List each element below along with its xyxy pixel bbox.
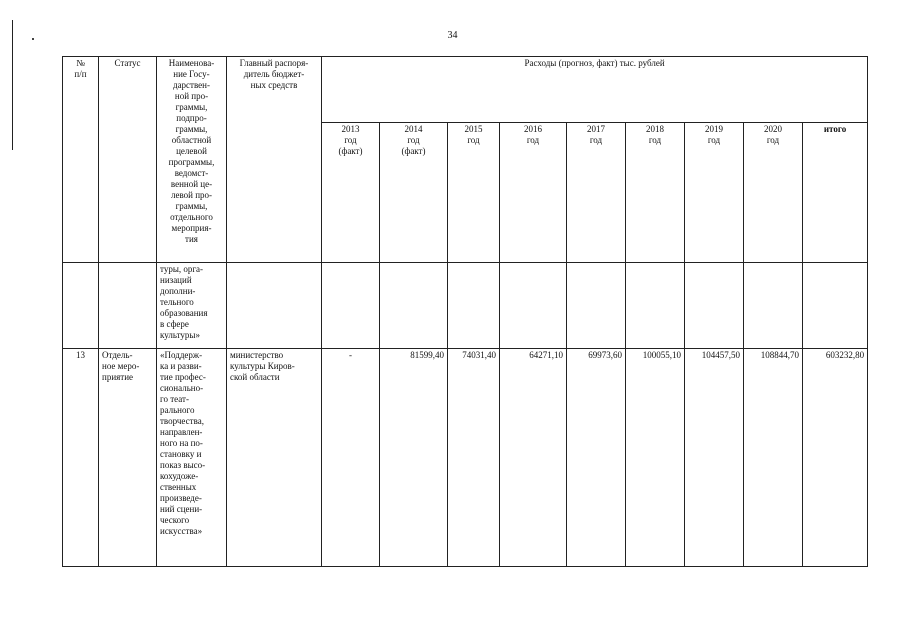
- cont-val-5: [567, 263, 626, 349]
- year-2020: 2020 год: [744, 123, 803, 263]
- budget-table: [62, 56, 868, 567]
- table-row: [63, 349, 868, 567]
- cont-val-3: [448, 263, 500, 349]
- cont-val-7: [685, 263, 744, 349]
- row-budget-manager: министерство культуры Киров- ской области: [227, 349, 322, 567]
- year-2015: 2015 год: [448, 123, 500, 263]
- cont-val-8: [744, 263, 803, 349]
- page-number: 34: [447, 30, 458, 41]
- row-program-name: «Поддерж- ка и разви- тие профес- сионально- го теат- рального творчества, направлен- ного на по- становку и показ высо- кохудоже- ственных произведе- ний сцени- ческого искусства»: [157, 349, 227, 567]
- row-value-2019: 104457,50: [685, 349, 744, 567]
- header-program-name: Наименова- ние Госу- дарствен- ной про- граммы, подпро- граммы, областной целевой программы, ведомст- венной це- левой про- граммы, отдельного мероприя- тия: [157, 57, 227, 263]
- year-2014: 2014 год (факт): [380, 123, 448, 263]
- header-budget-manager: Главный распоря- дитель бюджет- ных средств: [227, 57, 322, 263]
- cont-val-2: [380, 263, 448, 349]
- cont-num: [63, 263, 99, 349]
- cont-val-9: [803, 263, 868, 349]
- row-value-2016: 64271,10: [500, 349, 567, 567]
- year-2013: 2013 год (факт): [322, 123, 380, 263]
- header-expenses: Расходы (прогноз, факт) тыс. рублей: [322, 57, 868, 123]
- row-num: 13: [63, 349, 99, 567]
- cont-status: [99, 263, 157, 349]
- row-value-2014: 81599,40: [380, 349, 448, 567]
- row-value-2015: 74031,40: [448, 349, 500, 567]
- row-value-2013: -: [322, 349, 380, 567]
- row-status: Отдель- ное меро- приятие: [99, 349, 157, 567]
- cont-val-1: [322, 263, 380, 349]
- header-status: Статус: [99, 57, 157, 263]
- year-2016: 2016 год: [500, 123, 567, 263]
- header-row: [63, 57, 868, 123]
- header-num: № п/п: [63, 57, 99, 263]
- margin-line: [12, 20, 13, 150]
- cont-program-name: туры, орга- низаций дополни- тельного образования в сфере культуры»: [157, 263, 227, 349]
- year-2019: 2019 год: [685, 123, 744, 263]
- row-value-2017: 69973,60: [567, 349, 626, 567]
- cont-val-6: [626, 263, 685, 349]
- cont-manager: [227, 263, 322, 349]
- cont-val-4: [500, 263, 567, 349]
- margin-dot: [32, 38, 34, 40]
- year-2017: 2017 год: [567, 123, 626, 263]
- year-total: итого: [803, 123, 868, 263]
- row-value-2020: 108844,70: [744, 349, 803, 567]
- row-value-total: 603232,80: [803, 349, 868, 567]
- year-2018: 2018 год: [626, 123, 685, 263]
- row-value-2018: 100055,10: [626, 349, 685, 567]
- continuation-row: [63, 263, 868, 349]
